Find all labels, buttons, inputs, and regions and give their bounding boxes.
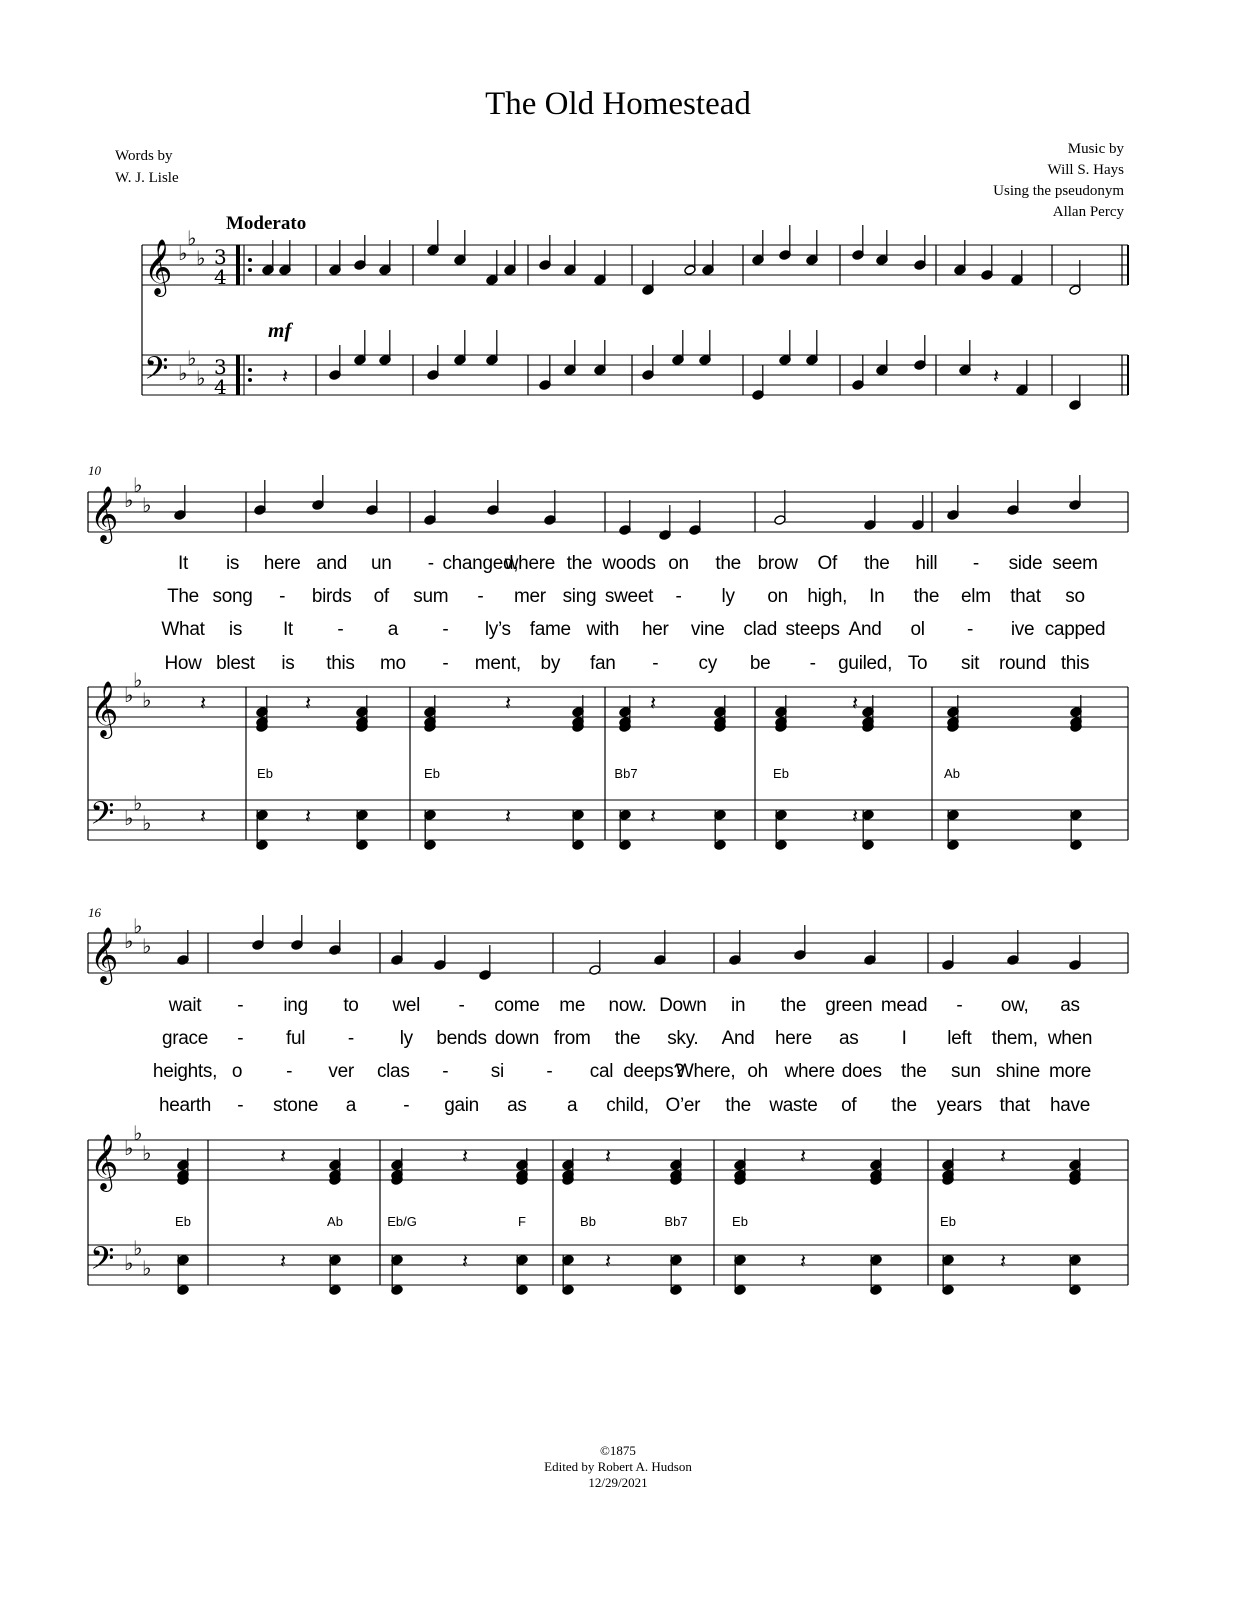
time-sig-4: 4 [214,265,227,289]
quarter-rest: 𝄽 [282,364,289,388]
lyric-syllable: come [494,995,540,1016]
hyphen: - [967,619,974,640]
hyphen: - [442,1061,449,1082]
lyric-syllable: ive [1010,619,1035,640]
repeat-dot [248,258,252,262]
lyric-verse-1 [0,553,1236,579]
hyphen: - [237,1028,244,1049]
time-sig-4: 4 [214,375,227,399]
lyric-syllable: when [1047,1028,1093,1049]
treble-clef-icon: 𝄞 [90,486,119,542]
quarter-rest: 𝄽 [800,1249,807,1273]
hyphen: - [347,1028,354,1049]
lyric-syllable: sum [413,586,449,607]
lyric-syllable: down [494,1028,539,1049]
flat-sign: ♭ [187,346,197,370]
lyric-syllable: fan [589,653,616,674]
bass-clef-icon: 𝄢 [90,1240,115,1284]
lyric-syllable: What [161,619,205,640]
lyric-syllable: woods [602,553,656,574]
lyric-verse-4 [0,653,1236,679]
lyric-syllable: fame [529,619,571,640]
time-sig-3: 3 [214,245,227,269]
flat-sign: ♭ [133,791,143,815]
lyric-syllable: song [212,586,253,607]
treble-clef-icon: 𝄞 [144,239,173,295]
lyricist-name: W. J. Lisle [115,170,179,186]
quarter-rest: 𝄽 [1000,1144,1007,1168]
flat-sign: ♭ [133,1121,143,1145]
lyric-verse-4 [0,1095,1236,1121]
lyric-syllable: clas [376,1061,410,1082]
hyphen: - [442,619,449,640]
lyric-syllable: a [345,1095,357,1116]
lyric-syllable: ly [399,1028,413,1049]
lyric-syllable: ment, [474,653,521,674]
treble-clef-icon: 𝄞 [90,927,119,983]
lyric-syllable: the [725,1095,751,1116]
lyric-syllable: that [999,1095,1030,1116]
repeat-dot [248,268,252,272]
lyric-syllable: as [839,1028,859,1049]
flat-sign: ♭ [124,929,134,953]
chord-symbol: Eb [424,766,440,781]
lyric-syllable: child, [606,1095,649,1116]
repeat-dot [248,368,252,372]
chord-symbol: Eb [940,1214,956,1229]
lyric-syllable: of [373,586,389,607]
flat-sign: ♭ [124,1251,134,1275]
lyric-syllable: to [343,995,359,1016]
lyric-syllable: does [841,1061,882,1082]
hyphen: - [972,553,979,574]
lyric-syllable: The [167,586,199,607]
lyric-syllable: ful [286,1028,306,1049]
lyric-syllable: hill [915,553,938,574]
lyric-syllable: ly [721,586,735,607]
lyric-syllable: Where, [675,1061,736,1082]
lyric-syllable: It [282,619,293,640]
lyric-syllable: How [164,653,202,674]
lyric-syllable: from [553,1028,591,1049]
lyric-syllable: mead [880,995,928,1016]
lyric-syllable: ing [283,995,308,1016]
hyphen: - [337,619,344,640]
lyric-syllable: on [668,553,689,574]
flat-sign: ♭ [124,488,134,512]
quarter-rest: 𝄽 [852,691,859,715]
lyric-syllable: vine [690,619,725,640]
lyric-syllable: hearth [158,1095,212,1116]
lyric-verse-2 [0,1028,1236,1054]
pseudonym-label: Using the pseudonym [993,183,1124,199]
lyric-syllable: grace [161,1028,209,1049]
flat-sign: ♭ [142,1256,152,1280]
flat-sign: ♭ [142,688,152,712]
lyric-syllable: where [504,553,555,574]
chord-symbol: Eb/G [387,1214,417,1229]
lyric-syllable: clad [743,619,777,640]
lyric-syllable: guiled, [838,653,893,674]
lyric-syllable: is [281,653,295,674]
lyric-syllable: mo [379,653,406,674]
bass-clef-icon: 𝄢 [144,350,169,394]
lyric-syllable: is [228,619,243,640]
lyric-syllable: O’er [665,1095,701,1116]
lyric-syllable: shine [995,1061,1040,1082]
lyric-syllable: the [780,995,807,1016]
flat-sign: ♭ [142,934,152,958]
quarter-rest: 𝄽 [650,691,657,715]
lyric-syllable: high, [807,586,848,607]
lyric-syllable: Down [659,995,707,1016]
lyric-syllable: the [566,553,593,574]
hyphen: - [427,553,434,574]
lyric-syllable: of [841,1095,857,1116]
hyphen: - [477,586,484,607]
lyric-syllable: stone [273,1095,319,1116]
lyric-syllable: by [540,653,561,674]
lyric-syllable: steeps [785,619,840,640]
lyric-verse-2 [0,586,1236,612]
hyphen: - [652,653,659,674]
lyric-syllable: is [225,553,240,574]
lyric-syllable: round [998,653,1047,674]
chord-symbol: Eb [732,1214,748,1229]
quarter-rest: 𝄽 [800,1144,807,1168]
flat-sign: ♭ [133,473,143,497]
lyric-syllable: o [231,1061,243,1082]
lyric-syllable: green [825,995,873,1016]
flat-sign: ♭ [187,226,197,250]
lyric-syllable: as [507,1095,527,1116]
lyric-syllable: side [1008,553,1043,574]
flat-sign: ♭ [133,914,143,938]
lyric-syllable: the [891,1095,917,1116]
lyric-syllable: a [387,619,399,640]
flat-sign: ♭ [124,806,134,830]
lyric-syllable: here [775,1028,812,1049]
chord-symbol: Eb [175,1214,191,1229]
quarter-rest: 𝄽 [200,691,207,715]
lyric-syllable: And [721,1028,755,1049]
lyric-syllable: ver [328,1061,354,1082]
lyric-syllable: capped [1044,619,1106,640]
lyric-syllable: waste [769,1095,818,1116]
hyphen: - [237,1095,244,1116]
lyric-syllable: sing [562,586,597,607]
chord-symbol: Ab [327,1214,343,1229]
flat-sign: ♭ [196,366,206,390]
lyric-syllable: wel [392,995,421,1016]
hyphen: - [458,995,465,1016]
flat-sign: ♭ [142,1141,152,1165]
flat-sign: ♭ [142,493,152,517]
flat-sign: ♭ [124,1136,134,1160]
chord-symbol: Bb7 [614,766,638,781]
lyric-syllable: oh [747,1061,768,1082]
flat-sign: ♭ [178,361,188,385]
lyric-verse-3 [0,619,1236,645]
flat-sign: ♭ [142,811,152,835]
lyric-syllable: mer [513,586,546,607]
lyric-syllable: To [907,653,928,674]
lyric-syllable: And [848,619,882,640]
lyric-syllable: bends [436,1028,487,1049]
quarter-rest: 𝄽 [605,1249,612,1273]
quarter-rest: 𝄽 [462,1144,469,1168]
repeat-thick-bar [236,355,240,395]
lyric-syllable: changed, [442,553,519,574]
lyric-syllable: heights, [152,1061,218,1082]
lyric-syllable: sweet [604,586,654,607]
lyric-syllable: her [641,619,669,640]
hyphen: - [237,995,244,1016]
quarter-rest: 𝄽 [505,804,512,828]
lyric-syllable: elm [961,586,991,607]
lyric-syllable: deeps? [623,1061,684,1082]
chord-symbol: Ab [944,766,960,781]
tempo-marking: Moderato [226,213,307,234]
lyric-syllable: that [1010,586,1041,607]
lyric-syllable: seem [1052,553,1098,574]
quarter-rest: 𝄽 [200,804,207,828]
lyric-syllable: the [901,1061,927,1082]
lyric-syllable: ly’s [484,619,511,640]
bass-clef-icon: 𝄢 [90,795,115,839]
lyric-syllable: in [731,995,746,1016]
lyric-syllable: In [869,586,885,607]
lyric-syllable: this [326,653,355,674]
chord-symbol: Bb7 [664,1214,688,1229]
lyric-syllable: left [947,1028,972,1049]
quarter-rest: 𝄽 [305,691,312,715]
copyright-text: ©1875 [600,1443,636,1458]
lyric-syllable: this [1060,653,1090,674]
lyric-verse-1 [0,995,1236,1021]
pseudonym-name: Allan Percy [1052,204,1124,220]
lyric-syllable: me [559,995,586,1016]
lyric-syllable: It [178,553,188,574]
lyric-syllable: now. [608,995,647,1016]
lyric-syllable: where [784,1061,835,1082]
chord-symbol: F [518,1214,526,1229]
flat-sign: ♭ [133,1236,143,1260]
dynamic-marking: mf [268,318,292,342]
lyric-syllable: a [567,1095,578,1116]
quarter-rest: 𝄽 [993,364,1000,388]
lyric-syllable: so [1065,586,1085,607]
measure-number-16: 16 [88,905,101,920]
lyric-syllable: sun [951,1061,981,1082]
flat-sign: ♭ [133,668,143,692]
page-footer [0,1443,1236,1491]
hyphen: - [809,653,816,674]
quarter-rest: 𝄽 [280,1249,287,1273]
lyric-syllable: gain [444,1095,479,1116]
chord-symbol: Eb [257,766,273,781]
lyric-syllable: with [586,619,620,640]
hyphen: - [279,586,286,607]
lyric-syllable: cal [589,1061,614,1082]
quarter-rest: 𝄽 [462,1249,469,1273]
lyric-syllable: the [715,553,741,574]
lyric-syllable: years [936,1095,982,1116]
page-title: The Old Homestead [485,86,751,122]
lyric-syllable: the [864,553,890,574]
lyric-syllable: here [263,553,301,574]
quarter-rest: 𝄽 [505,691,512,715]
measure-number-10: 10 [88,463,101,478]
quarter-rest: 𝄽 [280,1144,287,1168]
lyric-syllable: si [490,1061,504,1082]
lyric-syllable: ol [910,619,925,640]
lyric-syllable: blest [216,653,255,674]
treble-clef-icon: 𝄞 [90,1134,119,1190]
lyric-syllable: ow, [1000,995,1029,1016]
lyric-syllable: brow [757,553,798,574]
hyphen: - [442,653,449,674]
flat-sign: ♭ [196,246,206,270]
lyric-syllable: be [749,653,771,674]
chord-symbol: Bb [580,1214,596,1229]
lyric-syllable: as [1060,995,1080,1016]
lyric-syllable: have [1049,1095,1091,1116]
composer-name: Will S. Hays [1047,162,1124,178]
edit-date: 12/29/2021 [588,1475,648,1490]
repeat-thick-bar [236,245,240,285]
lyric-syllable: wait [168,995,202,1016]
lyric-syllable: cy [698,653,717,674]
words-label: Words by [115,148,173,164]
lyric-verse-3 [0,1061,1236,1087]
quarter-rest: 𝄽 [852,804,859,828]
chord-symbol: Eb [773,766,789,781]
treble-clef-icon: 𝄞 [90,681,119,737]
hyphen: - [675,586,682,607]
hyphen: - [286,1061,293,1082]
quarter-rest: 𝄽 [305,804,312,828]
lyric-syllable: them, [991,1028,1038,1049]
lyric-syllable: sky. [667,1028,699,1049]
lyric-syllable: the [913,586,940,607]
lyric-syllable: birds [311,586,352,607]
music-label: Music by [1067,141,1124,157]
hyphen: - [546,1061,553,1082]
lyric-syllable: I [901,1028,907,1049]
hyphen: - [956,995,963,1016]
quarter-rest: 𝄽 [650,804,657,828]
time-sig-3: 3 [214,355,227,379]
lyric-syllable: Of [817,553,837,574]
editor-credit: Edited by Robert A. Hudson [544,1459,692,1474]
lyric-syllable: sit [960,653,980,674]
lyric-syllable: and [316,553,348,574]
quarter-rest: 𝄽 [605,1144,612,1168]
flat-sign: ♭ [178,241,188,265]
flat-sign: ♭ [124,683,134,707]
quarter-rest: 𝄽 [1000,1249,1007,1273]
lyric-syllable: more [1048,1061,1092,1082]
lyric-syllable: un [370,553,392,574]
hyphen: - [403,1095,410,1116]
lyric-syllable: the [614,1028,641,1049]
lyric-syllable: on [767,586,788,607]
repeat-dot [248,378,252,382]
